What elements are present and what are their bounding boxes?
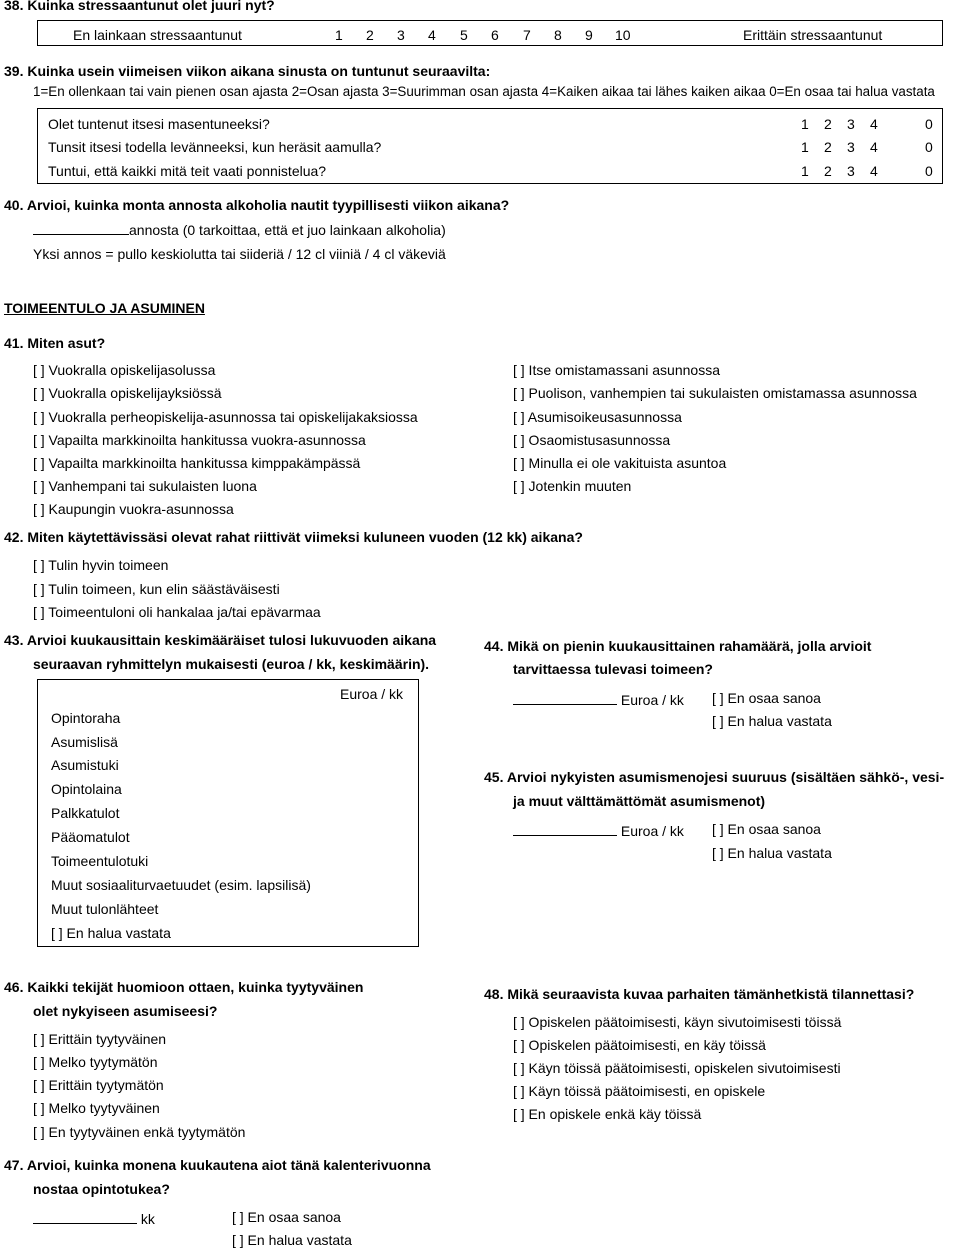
q39-r2-3[interactable]: 3 <box>847 139 855 155</box>
q47-answer-row <box>33 1209 155 1227</box>
q48-option-1[interactable]: [ ] Opiskelen päätoimisesti, käyn sivutoimisesti töissä <box>513 1014 842 1030</box>
q43-row-2: Asumislisä <box>51 734 118 750</box>
q45-option-2[interactable]: [ ] En halua vastata <box>712 845 832 861</box>
q39-r2-0[interactable]: 0 <box>925 139 933 155</box>
q38-scale-8[interactable]: 8 <box>554 27 562 43</box>
q39-r2-4[interactable]: 4 <box>870 139 878 155</box>
q38-scale-3[interactable]: 3 <box>397 27 405 43</box>
q41-right-1[interactable]: [ ] Itse omistamassani asunnossa <box>513 362 720 378</box>
q43-unit-header: Euroa / kk <box>340 686 404 702</box>
q43-refuse-option[interactable]: [ ] En halua vastata <box>51 925 171 941</box>
q41-right-4[interactable]: [ ] Osaomistusasunnossa <box>513 432 671 448</box>
q45-unit: Euroa / kk <box>620 823 684 839</box>
q44-unit: Euroa / kk <box>620 692 684 708</box>
q38-scale-7[interactable]: 7 <box>523 27 531 43</box>
q46-title-2: olet nykyiseen asumiseesi? <box>33 1003 218 1019</box>
q39-r3-1[interactable]: 1 <box>801 163 809 179</box>
q47-months-blank[interactable] <box>33 1209 137 1224</box>
section-heading: TOIMEENTULO JA ASUMINEN <box>4 300 205 316</box>
q38-scale-1[interactable]: 1 <box>335 27 343 43</box>
q46-option-4[interactable]: [ ] Melko tyytyväinen <box>33 1100 160 1116</box>
q44-amount-blank[interactable] <box>513 690 617 705</box>
q41-left-1[interactable]: [ ] Vuokralla opiskelijasolussa <box>33 362 216 378</box>
q42-title: 42. Miten käytettävissäsi olevat rahat riittivät viimeksi kuluneen vuoden (12 kk) aikana? <box>4 529 583 545</box>
q42-option-2[interactable]: [ ] Tulin toimeen, kun elin säästäväisesti <box>33 581 280 597</box>
q41-left-2[interactable]: [ ] Vuokralla opiskelijayksiössä <box>33 385 222 401</box>
q42-option-1[interactable]: [ ] Tulin hyvin toimeen <box>33 557 169 573</box>
q43-row-3: Asumistuki <box>51 757 119 773</box>
q40-note: Yksi annos = pullo keskiolutta tai siideriä / 12 cl viiniä / 4 cl väkeviä <box>33 246 446 262</box>
q43-row-5: Palkkatulot <box>51 805 120 821</box>
q44-title-1: 44. Mikä on pienin kuukausittainen rahamäärä, jolla arvioit <box>484 638 872 654</box>
q43-row-8: Muut sosiaaliturvaetuudet (esim. lapsilisä) <box>51 877 311 893</box>
q47-option-2[interactable]: [ ] En halua vastata <box>232 1232 352 1248</box>
q45-amount-blank[interactable] <box>513 821 617 836</box>
q45-title-2: ja muut välttämättömät asumismenot) <box>513 793 766 809</box>
q42-option-3[interactable]: [ ] Toimeentuloni oli hankalaa ja/tai epävarmaa <box>33 604 321 620</box>
q44-option-1[interactable]: [ ] En osaa sanoa <box>712 690 821 706</box>
q39-r1-2[interactable]: 2 <box>824 116 832 132</box>
q44-answer-row <box>513 690 684 708</box>
q48-title: 48. Mikä seuraavista kuvaa parhaiten tämänhetkistä tilannettasi? <box>484 986 915 1002</box>
q39-r3-2[interactable]: 2 <box>824 163 832 179</box>
q47-option-1[interactable]: [ ] En osaa sanoa <box>232 1209 341 1225</box>
q39-item-1: Olet tuntenut itsesi masentuneeksi? <box>48 116 270 132</box>
q38-title: 38. Kuinka stressaantunut olet juuri nyt? <box>4 0 275 13</box>
q38-scale-2[interactable]: 2 <box>366 27 374 43</box>
q46-option-3[interactable]: [ ] Erittäin tyytymätön <box>33 1077 164 1093</box>
q43-title-1: 43. Arvioi kuukausittain keskimääräiset tulosi lukuvuoden aikana <box>4 632 437 648</box>
q39-r1-1[interactable]: 1 <box>801 116 809 132</box>
q46-option-1[interactable]: [ ] Erittäin tyytyväinen <box>33 1031 167 1047</box>
q38-scale-box <box>37 20 943 46</box>
q41-right-2[interactable]: [ ] Puolison, vanhempien tai sukulaisten omistamassa asunnossa <box>513 385 917 401</box>
q39-r3-4[interactable]: 4 <box>870 163 878 179</box>
q45-title-1: 45. Arvioi nykyisten asumismenojesi suuruus (sisältäen sähkö-, vesi- <box>484 769 945 785</box>
q41-right-3[interactable]: [ ] Asumisoikeusasunnossa <box>513 409 682 425</box>
q43-income-table <box>37 679 419 947</box>
q46-option-5[interactable]: [ ] En tyytyväinen enkä tyytymätön <box>33 1124 246 1140</box>
q41-left-4[interactable]: [ ] Vapailta markkinoilta hankitussa vuokra-asunnossa <box>33 432 366 448</box>
q48-option-5[interactable]: [ ] En opiskele enkä käy töissä <box>513 1106 702 1122</box>
q43-row-7: Toimeentulotuki <box>51 853 149 869</box>
q48-option-4[interactable]: [ ] Käyn töissä päätoimisesti, en opiskele <box>513 1083 766 1099</box>
q38-low-label: En lainkaan stressaantunut <box>73 27 242 43</box>
q39-item-2: Tunsit itsesi todella levänneeksi, kun heräsit aamulla? <box>48 139 382 155</box>
q44-title-2: tarvittaessa tulevasi toimeen? <box>513 661 713 677</box>
q43-row-9: Muut tulonlähteet <box>51 901 159 917</box>
q47-title-1: 47. Arvioi, kuinka monena kuukautena aiot tänä kalenterivuonna <box>4 1157 431 1173</box>
q41-right-6[interactable]: [ ] Jotenkin muuten <box>513 478 632 494</box>
q41-left-5[interactable]: [ ] Vapailta markkinoilta hankitussa kimppakämpässä <box>33 455 361 471</box>
q39-legend: 1=En ollenkaan tai vain pienen osan ajasta 2=Osan ajasta 3=Suurimman osan ajasta 4=Kaiken aikaa tai lähes kaiken aikaa 0=En osaa tai halua vastata <box>33 84 935 99</box>
q39-r1-0[interactable]: 0 <box>925 116 933 132</box>
q47-unit: kk <box>140 1211 155 1227</box>
q45-option-1[interactable]: [ ] En osaa sanoa <box>712 821 821 837</box>
q39-title: 39. Kuinka usein viimeisen viikon aikana sinusta on tuntunut seuraavilta: <box>4 63 491 79</box>
q46-title-1: 46. Kaikki tekijät huomioon ottaen, kuinka tyytyväinen <box>4 979 364 995</box>
q38-high-label: Erittäin stressaantunut <box>743 27 883 43</box>
q39-r2-1[interactable]: 1 <box>801 139 809 155</box>
q48-option-2[interactable]: [ ] Opiskelen päätoimisesti, en käy töissä <box>513 1037 766 1053</box>
q39-table <box>37 108 943 184</box>
q39-r1-4[interactable]: 4 <box>870 116 878 132</box>
q41-right-5[interactable]: [ ] Minulla ei ole vakituista asuntoa <box>513 455 727 471</box>
q39-item-3: Tuntui, että kaikki mitä teit vaati ponnistelua? <box>48 163 327 179</box>
q45-answer-row <box>513 821 684 839</box>
q39-r1-3[interactable]: 3 <box>847 116 855 132</box>
q43-row-1: Opintoraha <box>51 710 121 726</box>
q38-scale-4[interactable]: 4 <box>428 27 436 43</box>
q40-title: 40. Arvioi, kuinka monta annosta alkoholia nautit tyypillisesti viikon aikana? <box>4 197 510 213</box>
q38-scale-5[interactable]: 5 <box>460 27 468 43</box>
q47-title-2: nostaa opintotukea? <box>33 1181 170 1197</box>
q43-row-6: Pääomatulot <box>51 829 130 845</box>
q40-answer-blank[interactable] <box>33 220 129 235</box>
q38-scale-10[interactable]: 10 <box>615 27 631 43</box>
q39-r3-0[interactable]: 0 <box>925 163 933 179</box>
q41-left-3[interactable]: [ ] Vuokralla perheopiskelija-asunnossa tai opiskelijakaksiossa <box>33 409 418 425</box>
q41-left-7[interactable]: [ ] Kaupungin vuokra-asunnossa <box>33 501 234 517</box>
q39-r3-3[interactable]: 3 <box>847 163 855 179</box>
q43-title-2: seuraavan ryhmittelyn mukaisesti (euroa / kk, keskimäärin). <box>33 656 430 672</box>
q39-r2-2[interactable]: 2 <box>824 139 832 155</box>
q38-scale-6[interactable]: 6 <box>491 27 499 43</box>
q40-answer-row <box>33 220 446 238</box>
q46-option-2[interactable]: [ ] Melko tyytymätön <box>33 1054 158 1070</box>
q38-scale-9[interactable]: 9 <box>585 27 593 43</box>
q44-option-2[interactable]: [ ] En halua vastata <box>712 713 832 729</box>
q40-answer-label: annosta (0 tarkoittaa, että et juo lainkaan alkoholia) <box>129 222 446 238</box>
q43-row-4: Opintolaina <box>51 781 122 797</box>
q48-option-3[interactable]: [ ] Käyn töissä päätoimisesti, opiskelen sivutoimisesti <box>513 1060 841 1076</box>
q41-title: 41. Miten asut? <box>4 335 106 351</box>
q41-left-6[interactable]: [ ] Vanhempani tai sukulaisten luona <box>33 478 257 494</box>
